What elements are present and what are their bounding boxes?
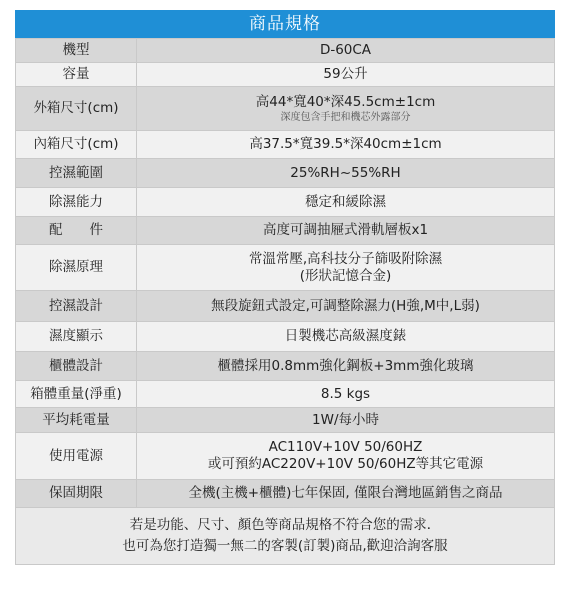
table-row xyxy=(16,217,555,245)
row-label: 外箱尺寸(cm) xyxy=(16,87,137,131)
table-row xyxy=(16,188,555,217)
row-label: 配 件 xyxy=(16,217,137,245)
table-row xyxy=(16,433,555,480)
row-value: D-60CA xyxy=(137,39,555,63)
table-row xyxy=(16,480,555,508)
row-label: 濕度顯示 xyxy=(16,322,137,352)
row-value-main: AC110V+10V 50/60HZ xyxy=(268,439,423,455)
row-label: 使用電源 xyxy=(16,433,137,480)
row-value: 高度可調抽屜式滑軌層板x1 xyxy=(137,217,555,245)
spec-sheet xyxy=(15,10,555,565)
table-row xyxy=(16,291,555,322)
row-label: 保固期限 xyxy=(16,480,137,508)
row-value xyxy=(137,245,555,291)
row-value: 全機(主機+櫃體)七年保固, 僅限台灣地區銷售之商品 xyxy=(137,480,555,508)
row-value xyxy=(137,87,555,131)
row-value-note: 深度包含手把和機芯外露部分 xyxy=(280,111,411,123)
table-row xyxy=(16,322,555,352)
row-label: 容量 xyxy=(16,63,137,87)
table-row xyxy=(16,352,555,381)
row-value: 1W/每小時 xyxy=(137,408,555,433)
row-value: 8.5 kgs xyxy=(137,381,555,408)
row-value-main: 高44*寬40*深45.5cm±1cm xyxy=(255,93,436,110)
table-row xyxy=(16,39,555,63)
row-label: 內箱尺寸(cm) xyxy=(16,131,137,159)
spec-table xyxy=(15,38,555,508)
table-row xyxy=(16,159,555,188)
table-row xyxy=(16,381,555,408)
row-label: 櫃體設計 xyxy=(16,352,137,381)
row-label: 控濕範圍 xyxy=(16,159,137,188)
table-row xyxy=(16,87,555,131)
row-value: 櫃體採用0.8mm強化鋼板+3mm強化玻璃 xyxy=(137,352,555,381)
footer-line-2: 也可為您打造獨一無二的客製(訂製)商品,歡迎洽詢客服 xyxy=(122,538,448,554)
row-label: 箱體重量(淨重) xyxy=(16,381,137,408)
row-label: 機型 xyxy=(16,39,137,63)
row-label: 除濕原理 xyxy=(16,245,137,291)
row-value: 無段旋鈕式設定,可調整除濕力(H強,M中,L弱) xyxy=(137,291,555,322)
table-row xyxy=(16,131,555,159)
row-value-sub: 或可預約AC220V+10V 50/60HZ等其它電源 xyxy=(207,456,484,472)
row-label: 平均耗電量 xyxy=(16,408,137,433)
table-row xyxy=(16,408,555,433)
row-value-main: 常溫常壓,高科技分子篩吸附除濕 xyxy=(248,250,443,267)
row-value: 日製機芯高級濕度錶 xyxy=(137,322,555,352)
row-value: 穩定和緩除濕 xyxy=(137,188,555,217)
row-label: 除濕能力 xyxy=(16,188,137,217)
row-value-sub: (形狀記憶合金) xyxy=(299,267,392,284)
spec-title: 商品規格 xyxy=(15,10,555,38)
row-value: 25%RH~55%RH xyxy=(137,159,555,188)
row-value: 59公升 xyxy=(137,63,555,87)
row-value: 高37.5*寬39.5*深40cm±1cm xyxy=(137,131,555,159)
row-label: 控濕設計 xyxy=(16,291,137,322)
table-row xyxy=(16,63,555,87)
footer-line-1: 若是功能、尺寸、顏色等商品規格不符合您的需求． xyxy=(129,517,441,533)
row-value xyxy=(137,433,555,480)
table-row xyxy=(16,245,555,291)
footer-note xyxy=(15,508,555,565)
